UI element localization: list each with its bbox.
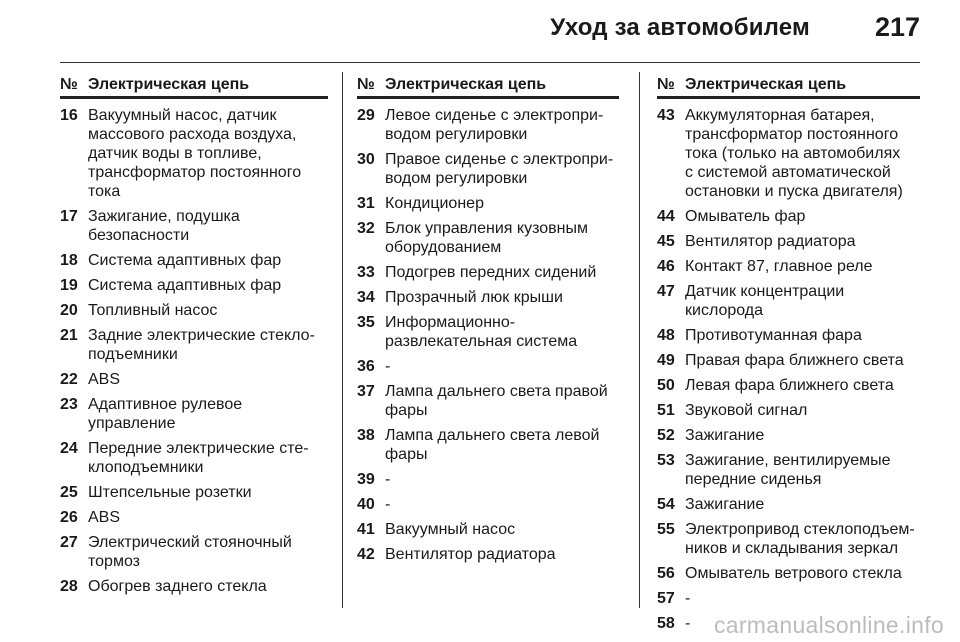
fuse-number: 48 bbox=[657, 327, 675, 344]
circuit-name: Противотуманная фара bbox=[685, 327, 862, 344]
fuse-number: 43 bbox=[657, 107, 675, 124]
fuse-number: 22 bbox=[60, 371, 78, 388]
fuse-number: 23 bbox=[60, 396, 78, 413]
fuse-row bbox=[657, 589, 920, 608]
circuit-name: Зажигание, подушка безопасности bbox=[88, 208, 240, 244]
fuse-number: 51 bbox=[657, 402, 675, 419]
fuse-row bbox=[357, 150, 619, 188]
fuse-row bbox=[357, 382, 619, 420]
fuse-row bbox=[60, 483, 328, 502]
fuse-number: 36 bbox=[357, 358, 375, 375]
circuit-name: Левая фара ближнего света bbox=[685, 377, 894, 394]
circuit-name: Подогрев передних сидений bbox=[385, 264, 597, 281]
fuse-row bbox=[357, 426, 619, 464]
fuse-row bbox=[357, 495, 619, 514]
fuse-row bbox=[657, 426, 920, 445]
circuit-name: Зажигание bbox=[685, 496, 765, 513]
fuse-number: 39 bbox=[357, 471, 375, 488]
circuit-name: Прозрачный люк крыши bbox=[385, 289, 563, 306]
fuse-list bbox=[357, 106, 619, 564]
fuse-number: 58 bbox=[657, 615, 675, 632]
header-divider bbox=[60, 62, 920, 63]
circuit-name: Информационно- развлекательная система bbox=[385, 314, 578, 350]
fuse-number: 54 bbox=[657, 496, 675, 513]
fuse-list bbox=[60, 106, 328, 596]
fuse-number: 25 bbox=[60, 484, 78, 501]
circuit-name: Аккумуляторная батарея, трансформатор постоянного тока (только на автомобилях с системой автоматической остановки и пуска двигателя) bbox=[685, 107, 903, 200]
circuit-name: Адаптивное рулевое управление bbox=[88, 396, 243, 432]
circuit-name: Лампа дальнего света правой фары bbox=[385, 383, 608, 419]
fuse-number: 27 bbox=[60, 534, 78, 551]
fuse-row bbox=[60, 207, 328, 245]
fuse-row bbox=[357, 263, 619, 282]
column-header-number: № bbox=[657, 76, 675, 93]
circuit-name: Блок управления кузовным оборудованием bbox=[385, 220, 588, 256]
fuse-row bbox=[60, 533, 328, 571]
circuit-name: Звуковой сигнал bbox=[685, 402, 808, 419]
fuse-row bbox=[60, 395, 328, 433]
column-header bbox=[357, 76, 619, 99]
fuse-row bbox=[657, 451, 920, 489]
column-header-number: № bbox=[357, 76, 375, 93]
circuit-name: - bbox=[685, 590, 691, 607]
circuit-name: Кондиционер bbox=[385, 195, 484, 212]
circuit-name: Зажигание bbox=[685, 427, 765, 444]
fuse-number: 44 bbox=[657, 208, 675, 225]
fuse-number: 53 bbox=[657, 452, 675, 469]
circuit-name: - bbox=[385, 471, 391, 488]
page-title: Уход за автомобилем bbox=[550, 14, 810, 41]
fuse-row bbox=[60, 326, 328, 364]
fuse-row bbox=[357, 357, 619, 376]
circuit-name: ABS bbox=[88, 509, 121, 526]
fuse-number: 40 bbox=[357, 496, 375, 513]
fuse-table-column-3 bbox=[657, 76, 920, 639]
circuit-name: Система адаптивных фар bbox=[88, 277, 282, 294]
fuse-row bbox=[60, 370, 328, 389]
fuse-number: 49 bbox=[657, 352, 675, 369]
circuit-name: Вентилятор радиатора bbox=[685, 233, 856, 250]
circuit-name: Электропривод стеклоподъем- ников и складывания зеркал bbox=[685, 521, 915, 557]
circuit-name: Правое сиденье с электропри- водом регулировки bbox=[385, 151, 614, 187]
fuse-list bbox=[657, 106, 920, 633]
fuse-row bbox=[357, 520, 619, 539]
fuse-number: 55 bbox=[657, 521, 675, 538]
fuse-number: 19 bbox=[60, 277, 78, 294]
column-divider bbox=[342, 72, 343, 608]
column-header-circuit: Электрическая цепь bbox=[88, 76, 250, 93]
circuit-name: Правая фара ближнего света bbox=[685, 352, 904, 369]
column-header-circuit: Электрическая цепь bbox=[385, 76, 547, 93]
fuse-row bbox=[357, 194, 619, 213]
fuse-number: 37 bbox=[357, 383, 375, 400]
circuit-name: Вакуумный насос bbox=[385, 521, 516, 538]
circuit-name: ABS bbox=[88, 371, 121, 388]
fuse-row bbox=[657, 326, 920, 345]
fuse-number: 17 bbox=[60, 208, 78, 225]
fuse-row bbox=[657, 520, 920, 558]
fuse-number: 21 bbox=[60, 327, 78, 344]
fuse-row bbox=[60, 106, 328, 201]
circuit-name: Обогрев заднего стекла bbox=[88, 578, 267, 595]
fuse-number: 47 bbox=[657, 283, 675, 300]
column-divider bbox=[639, 72, 640, 608]
fuse-row bbox=[657, 351, 920, 370]
fuse-number: 24 bbox=[60, 440, 78, 457]
fuse-row bbox=[60, 439, 328, 477]
fuse-row bbox=[657, 376, 920, 395]
fuse-row bbox=[60, 577, 328, 596]
circuit-name: Лампа дальнего света левой фары bbox=[385, 427, 600, 463]
fuse-number: 35 bbox=[357, 314, 375, 331]
circuit-name: Топливный насос bbox=[88, 302, 218, 319]
fuse-number: 41 bbox=[357, 521, 375, 538]
fuse-number: 57 bbox=[657, 590, 675, 607]
circuit-name: Вакуумный насос, датчик массового расхода воздуха, датчик воды в топливе, трансформатор постоянного тока bbox=[88, 107, 302, 200]
fuse-row bbox=[657, 495, 920, 514]
fuse-row bbox=[657, 106, 920, 201]
fuse-row bbox=[357, 545, 619, 564]
fuse-row bbox=[60, 301, 328, 320]
fuse-row bbox=[357, 313, 619, 351]
circuit-name: - bbox=[685, 615, 691, 632]
fuse-row bbox=[657, 207, 920, 226]
fuse-row bbox=[657, 282, 920, 320]
fuse-number: 45 bbox=[657, 233, 675, 250]
watermark: carmanualsonline.info bbox=[713, 612, 944, 638]
column-header bbox=[657, 76, 920, 99]
fuse-row bbox=[357, 219, 619, 257]
fuse-number: 42 bbox=[357, 546, 375, 563]
fuse-number: 18 bbox=[60, 252, 78, 269]
circuit-name: - bbox=[385, 496, 391, 513]
fuse-row bbox=[657, 232, 920, 251]
fuse-number: 46 bbox=[657, 258, 675, 275]
circuit-name: Датчик концентрации кислорода bbox=[685, 283, 845, 319]
fuse-number: 16 bbox=[60, 107, 78, 124]
circuit-name: Система адаптивных фар bbox=[88, 252, 282, 269]
fuse-number: 26 bbox=[60, 509, 78, 526]
circuit-name: Левое сиденье с электропри- водом регулировки bbox=[385, 107, 604, 143]
column-header-number: № bbox=[60, 76, 78, 93]
fuse-number: 56 bbox=[657, 565, 675, 582]
fuse-number: 30 bbox=[357, 151, 375, 168]
fuse-row bbox=[657, 257, 920, 276]
circuit-name: - bbox=[385, 358, 391, 375]
fuse-number: 50 bbox=[657, 377, 675, 394]
fuse-number: 28 bbox=[60, 578, 78, 595]
circuit-name: Омыватель фар bbox=[685, 208, 806, 225]
fuse-table-column-2 bbox=[357, 76, 619, 570]
fuse-number: 33 bbox=[357, 264, 375, 281]
circuit-name: Штепсельные розетки bbox=[88, 484, 252, 501]
fuse-row bbox=[60, 251, 328, 270]
fuse-row bbox=[60, 276, 328, 295]
circuit-name: Передние электрические сте- клоподъемники bbox=[88, 440, 309, 476]
fuse-row bbox=[657, 564, 920, 583]
page-number: 217 bbox=[874, 12, 920, 42]
column-header bbox=[60, 76, 328, 99]
fuse-number: 52 bbox=[657, 427, 675, 444]
fuse-number: 29 bbox=[357, 107, 375, 124]
circuit-name: Контакт 87, главное реле bbox=[685, 258, 873, 275]
fuse-row bbox=[60, 508, 328, 527]
fuse-number: 34 bbox=[357, 289, 375, 306]
fuse-row bbox=[357, 470, 619, 489]
fuse-number: 20 bbox=[60, 302, 78, 319]
fuse-number: 32 bbox=[357, 220, 375, 237]
fuse-table-column-1 bbox=[60, 76, 328, 602]
fuse-row bbox=[357, 288, 619, 307]
column-header-circuit: Электрическая цепь bbox=[685, 76, 847, 93]
circuit-name: Задние электрические стекло- подъемники bbox=[88, 327, 315, 363]
fuse-row bbox=[657, 401, 920, 420]
fuse-row bbox=[357, 106, 619, 144]
circuit-name: Вентилятор радиатора bbox=[385, 546, 556, 563]
fuse-number: 38 bbox=[357, 427, 375, 444]
circuit-name: Электрический стояночный тормоз bbox=[88, 534, 292, 570]
circuit-name: Омыватель ветрового стекла bbox=[685, 565, 902, 582]
circuit-name: Зажигание, вентилируемые передние сиденья bbox=[685, 452, 891, 488]
fuse-number: 31 bbox=[357, 195, 375, 212]
